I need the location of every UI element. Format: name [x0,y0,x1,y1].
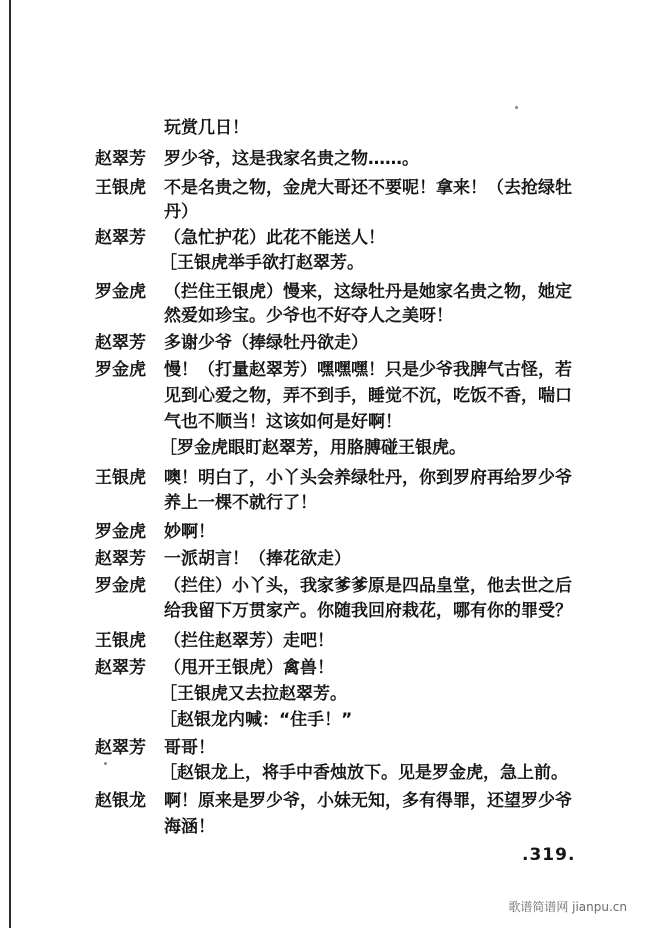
dialogue-text: 妙啊！ [164,522,215,542]
speaker-name: 赵银龙 [95,791,146,811]
speaker-name: 罗金虎 [95,282,146,302]
dialogue-text: 不是名贵之物，金虎大哥还不要呢！拿来！（去抢绿牡 [164,178,572,198]
dialogue-text: 海涵！ [164,817,215,837]
page-number: .319. [522,845,576,865]
dialogue-text: 丹） [164,202,198,222]
dialogue-text: 啊！原来是罗少爷，小妹无知，多有得罪，还望罗少爷 [164,791,572,811]
dialogue-text: （急忙护花）此花不能送人！ [164,228,385,248]
speaker-name: 赵翠芳 [95,149,146,169]
dialogue-text: 见到心爱之物，弄不到手，睡觉不沉，吃饭不香，喘口 [164,386,572,406]
speaker-name: 王银虎 [95,468,146,488]
dialogue-text: （甩开王银虎）禽兽！ [164,658,334,678]
dialogue-text: 一派胡言！（捧花欲走） [164,549,351,569]
speaker-name: 赵翠芳 [95,549,146,569]
speaker-name: 罗金虎 [95,522,146,542]
dialogue-text: （拦住）小丫头，我家爹爹原是四品皇堂，他去世之后 [164,576,572,596]
dialogue-text: 罗少爷，这是我家名贵之物……。 [164,149,419,169]
site-watermark: 歌谱简谱网 jianpu.cn [508,900,627,914]
stage-direction: ［罗金虎眼盯赵翠芳，用胳膊碰王银虎。 [160,438,466,458]
stage-direction: ［赵银龙内喊：“住手！” [160,710,353,730]
speaker-name: 赵翠芳 [95,738,146,758]
speaker-name: 赵翠芳 [95,658,146,678]
scan-speck [104,762,107,765]
dialogue-text: 多谢少爷（捧绿牡丹欲走） [164,333,368,353]
dialogue-text: 慢！（打量赵翠芳）嘿嘿嘿！只是少爷我脾气古怪，若 [164,360,572,380]
dialogue-text: （拦住王银虎）慢来，这绿牡丹是她家名贵之物，她定 [164,282,572,302]
speaker-name: 王银虎 [95,178,146,198]
scan-edge-rule [9,0,11,928]
speaker-name: 罗金虎 [95,576,146,596]
stage-direction: ［王银虎举手欲打赵翠芳。 [160,253,364,273]
dialogue-text: 气也不顺当！这该如何是好啊！ [164,412,402,432]
dialogue-text: （拦住赵翠芳）走吧！ [164,631,334,651]
dialogue-text: 养上一棵不就行了！ [164,493,317,513]
stage-direction: ［王银虎又去拉赵翠芳。 [160,684,347,704]
dialogue-text: 给我留下万贯家产。你随我回府栽花，哪有你的罪受？ [164,601,572,621]
stage-direction: ［赵银龙上，将手中香烛放下。见是罗金虎，急上前。 [160,763,568,783]
speaker-name: 罗金虎 [95,360,146,380]
speaker-name: 王银虎 [95,631,146,651]
dialogue-text: 噢！明白了，小丫头会养绿牡丹，你到罗府再给罗少爷 [164,468,572,488]
speaker-name: 赵翠芳 [95,228,146,248]
scan-speck [515,106,518,109]
dialogue-text: 玩赏几日！ [164,118,249,138]
speaker-name: 赵翠芳 [95,333,146,353]
dialogue-text: 哥哥！ [164,738,215,758]
dialogue-text: 然爱如珍宝。少爷也不好夺人之美呀！ [164,306,453,326]
